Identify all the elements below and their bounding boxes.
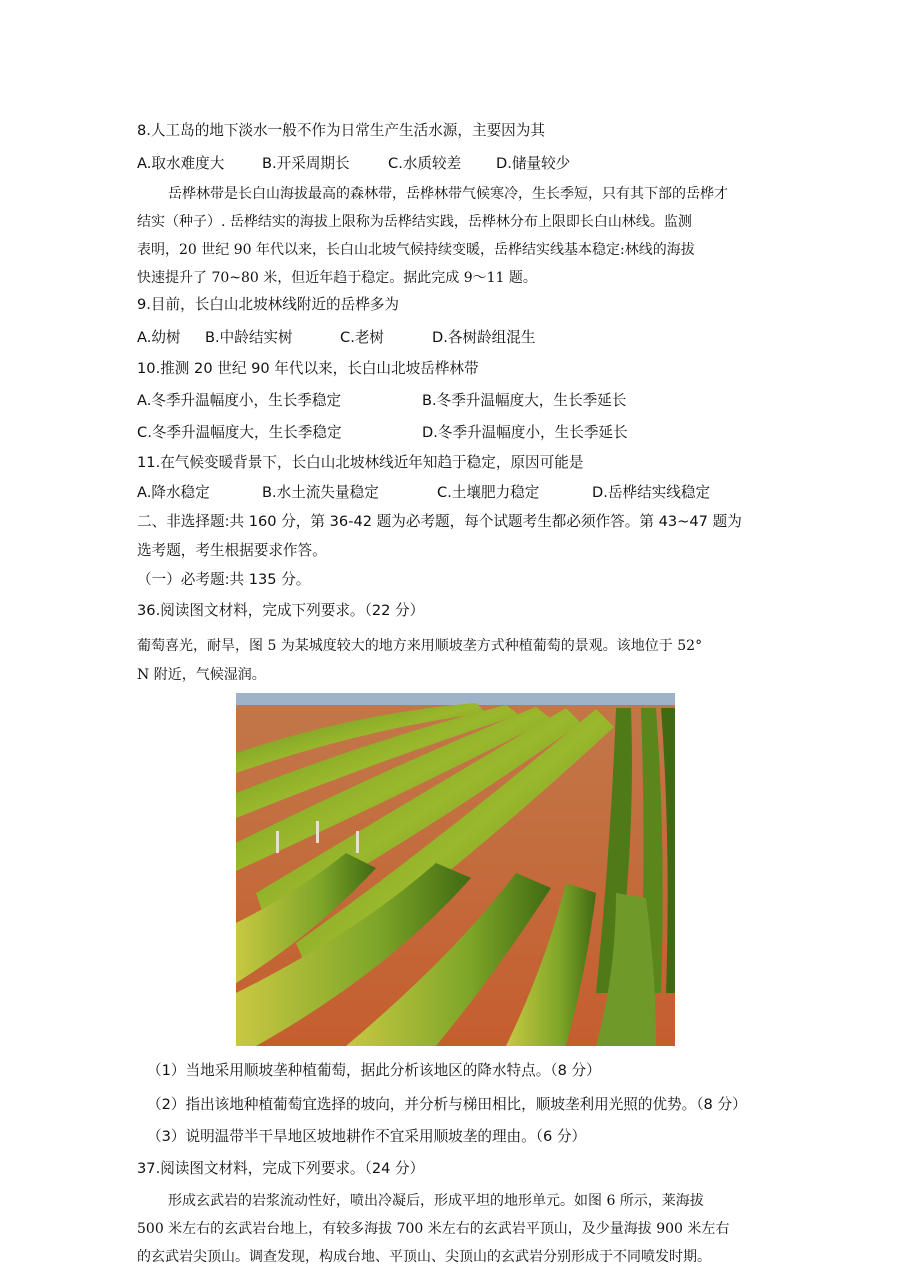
q36-material-line-1: 葡萄喜光，耐旱，图 5 为某城度较大的地方来用顺坡垄方式种植葡萄的景观。该地位于 52° — [137, 638, 703, 654]
q10-option-c: C.冬季升温幅度大，生长季稳定 — [137, 424, 342, 441]
q9-option-b: B.中龄结实树 — [205, 329, 293, 346]
section2-line-2: 选考题，考生根据要求作答。 — [137, 542, 327, 559]
q8-stem: 8.人工岛的地下淡水一般不作为日常生产生活水源，主要因为其 — [137, 122, 545, 139]
q9-option-c: C.老树 — [340, 329, 385, 346]
passage-line-4: 快速提升了 70~80 米，但近年趋于稳定。据此完成 9～11 题。 — [137, 270, 537, 286]
q37-para-line-3: 的玄武岩尖顶山。调查发现，构成台地、平顶山、尖顶山的玄武岩分别形成于不同喷发时期。 — [137, 1249, 711, 1265]
passage-line-2: 结实（种子）. 岳桦结实的海拔上限称为岳桦结实践，岳桦林分布上限即长白山林线。监测 — [137, 214, 692, 230]
q36-sub-1: （1）当地采用顺坡垄种植葡萄，据此分析该地区的降水特点。（8 分） — [147, 1062, 601, 1079]
q36-material-line-2: N 附近，气候湿润。 — [137, 667, 266, 683]
q10-stem: 10.推测 20 世纪 90 年代以来，长白山北坡岳桦林带 — [137, 360, 479, 377]
q11-option-b: B.水土流失量稳定 — [262, 484, 379, 501]
q11-option-c: C.土壤肥力稳定 — [437, 484, 540, 501]
q36-sub-2: （2）指出该地种植葡萄宜选择的坡向，并分析与梯田相比，顺坡垄利用光照的优势。（8 分） — [147, 1096, 747, 1113]
q8-option-c: C.水质较差 — [388, 155, 462, 172]
q37-para-line-1: 形成玄武岩的岩浆流动性好，喷出冷凝后，形成平坦的地形单元。如图 6 所示，莱海拔 — [168, 1193, 704, 1209]
q9-option-a: A.幼树 — [137, 329, 181, 346]
q10-option-b: B.冬季升温幅度大，生长季延长 — [422, 392, 627, 409]
q37-para-line-2: 500 米左右的玄武岩台地上，有较多海拔 700 米左右的玄武岩平顶山，及少量海拔 900 米左右 — [137, 1221, 730, 1237]
q8-option-b: B.开采周期长 — [262, 155, 350, 172]
section2-line-1: 二、非选择题:共 160 分，第 36-42 题为必考题，每个试题考生都必须作答。第 43~47 题为 — [137, 513, 742, 530]
q10-option-d: D.冬季升温幅度小，生长季延长 — [422, 424, 628, 441]
q9-option-d: D.各树龄组混生 — [432, 329, 536, 346]
vineyard-photo — [236, 693, 675, 1046]
q9-stem: 9.目前，长白山北坡林线附近的岳桦多为 — [137, 296, 400, 313]
q8-option-a: A.取水难度大 — [137, 155, 225, 172]
passage-line-1: 岳桦林带是长白山海拔最高的森林带，岳桦林带气候寒冷，生长季短，只有其下部的岳桦才 — [168, 186, 728, 202]
section2-subheading: （一）必考题:共 135 分。 — [137, 571, 311, 588]
passage-line-3: 表明，20 世纪 90 年代以来，长白山北坡气候持续变暖，岳桦结实线基本稳定:林线的海拔 — [137, 242, 695, 258]
q10-option-a: A.冬季升温幅度小，生长季稳定 — [137, 392, 342, 409]
q11-option-d: D.岳桦结实线稳定 — [592, 484, 711, 501]
q36-stem: 36.阅读图文材料，完成下列要求。（22 分） — [137, 602, 425, 619]
q11-option-a: A.降水稳定 — [137, 484, 210, 501]
q37-stem: 37.阅读图文材料，完成下列要求。（24 分） — [137, 1160, 425, 1177]
q36-sub-3: （3）说明温带半干旱地区坡地耕作不宜采用顺坡垄的理由。（6 分） — [147, 1128, 587, 1145]
q8-option-d: D.储量较少 — [496, 155, 571, 172]
q11-stem: 11.在气候变暖背景下，长白山北坡林线近年知趋于稳定，原因可能是 — [137, 454, 584, 471]
